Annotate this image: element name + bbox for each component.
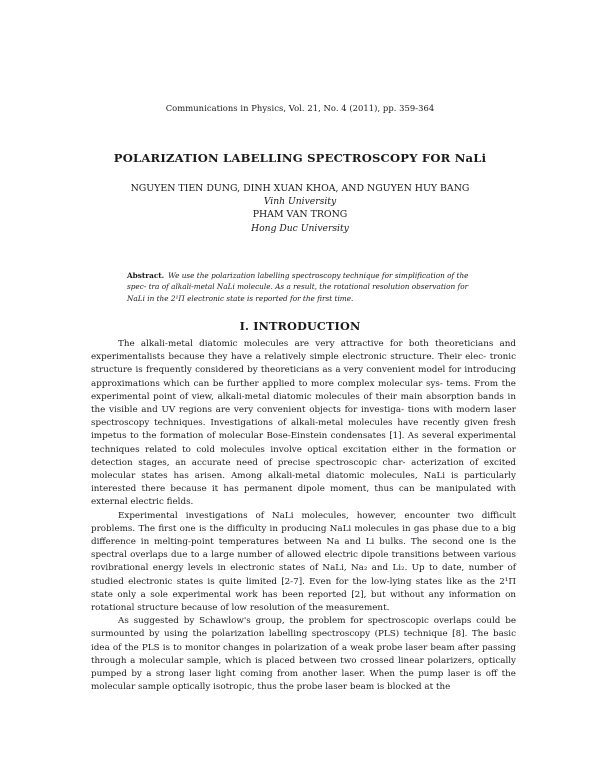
abstract-text: We use the polarization labelling spectroscopy technique for simplification of the spec- tra of alkali-metal NaLi molecule. As a result, the rotational resolution observation for NaLi in the 2¹Π electronic state is reported for the first time. bbox=[127, 271, 469, 303]
paragraph: The alkali-metal diatomic molecules are very attractive for both theoreticians and experimentalists because they have a relatively simple electronic structure. Their elec- tronic structure is frequently considered by theoreticians as a very convenient model for introducing approximations which can be further applied to more complex molecular sys- tems. From the experimental point of view, alkali-metal diatomic molecules of their main absorption bands in the visible and UV regions are very convenient objects for investiga- tions with modern laser spectroscopy techniques. Investigations of alkali-metal molecules have recently given fresh impetus to the formation of molecular Bose-Einstein condensates [1]. As several experimental techniques related to cold molecules involve optical excitation either in the formation or detection stages, an accurate need of precise spectroscopic char- acterization of excited molecular states has arisen. Among alkali-metal diatomic molecules, NaLi is particularly interested there because it has permanent dipole moment, thus can be manipulated with external electric fields. bbox=[91, 339, 516, 508]
affiliation-1: Vinh University bbox=[263, 196, 337, 208]
abstract-label: Abstract. bbox=[127, 271, 165, 280]
paragraph: As suggested by Schawlow's group, the problem for spectroscopic overlaps could be surmounted by using the polarization labelling spectroscopy (PLS) technique [8]. The basic idea of the PLS is to monitor changes in polarization of a weak probe laser beam after passing through a molecular sample, which is placed between two crossed linear polarizers, optically pumped by a strong laser light coming from another laser. When the pump laser is off the molecular sample optically isotropic, thus the probe laser beam is blocked at the bbox=[91, 616, 516, 693]
paper-title: POLARIZATION LABELLING SPECTROSCOPY FOR NaLi bbox=[113, 151, 487, 165]
paragraph: Experimental investigations of NaLi molecules, however, encounter two difficult problems. The first one is the difficulty in producing NaLi molecules in gas phase due to a big difference in melting-point temperatures between Na and Li bulks. The second one is the spectral overlaps due to a large number of allowed electric dipole transitions between various rovibrational energy levels in electronic states of NaLi, Na₂ and Li₂. Up to date, number of studied electronic states is quite limited [2-7]. Even for the low-lying states like as the 2¹Π state only a sole experimental work has been reported [2], but without any information on rotational structure because of low resolution of the measurement. bbox=[91, 510, 516, 614]
section-heading: I. INTRODUCTION bbox=[239, 319, 361, 333]
abstract bbox=[127, 270, 481, 304]
author-names-1: NGUYEN TIEN DUNG, DINH XUAN KHOA, AND NGUYEN HUY BANG bbox=[130, 183, 470, 194]
affiliation-2: Hong Duc University bbox=[251, 222, 349, 234]
body-text bbox=[91, 338, 516, 694]
journal-header: Communications in Physics, Vol. 21, No. 4 (2011), pp. 359-364 bbox=[165, 103, 435, 113]
author-names-2: PHAM VAN TRONG bbox=[252, 209, 348, 221]
author-block bbox=[0, 182, 600, 235]
